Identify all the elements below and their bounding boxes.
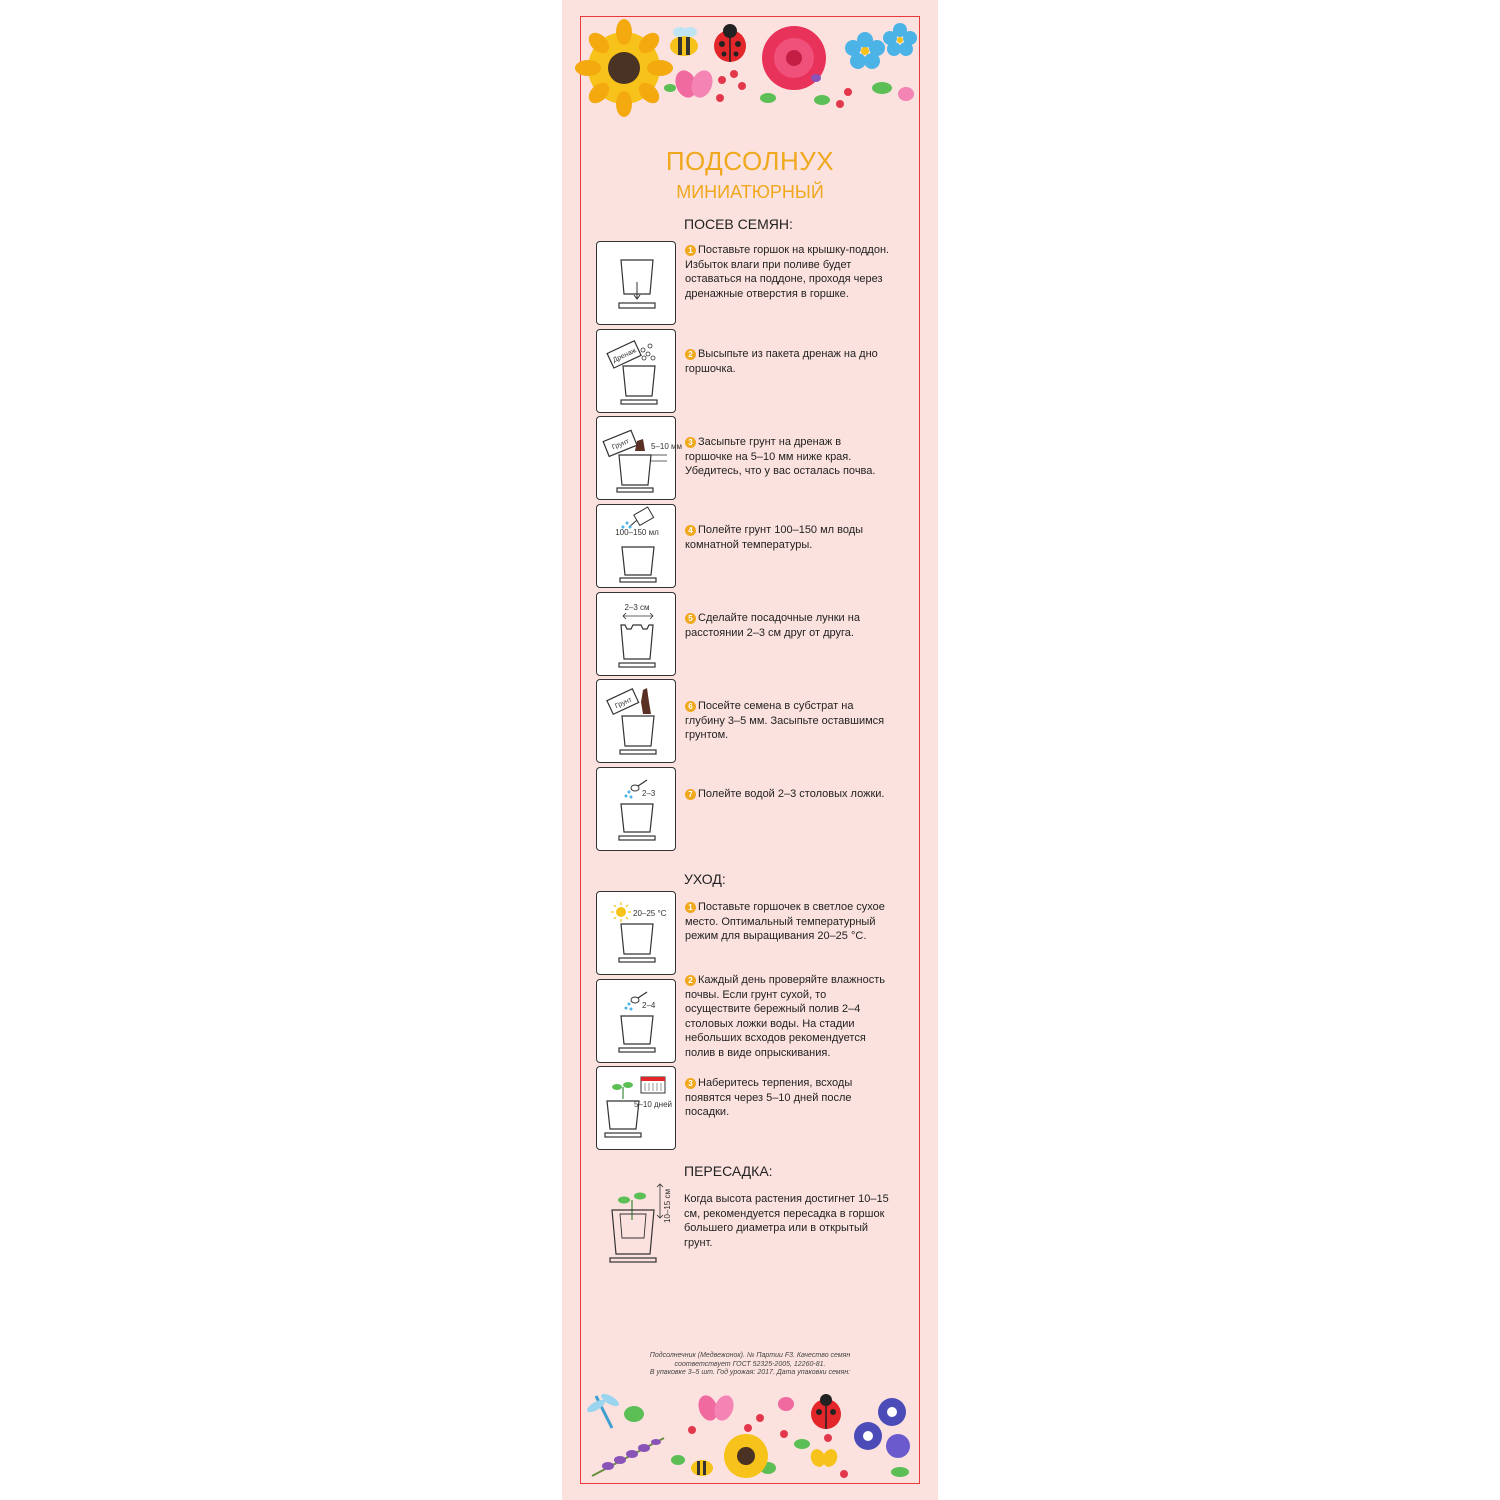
step-number-badge: 3: [685, 1078, 696, 1089]
footer-info: [622, 1352, 878, 1378]
care-step-2-text: [685, 973, 890, 1060]
care-step-1-illustration: [596, 891, 676, 975]
bee-icon: [670, 27, 698, 56]
water-volume-label: 100–150 мл: [615, 528, 659, 537]
floral-decoration-bottom: [582, 1384, 918, 1484]
sowing-step-1-text: [685, 243, 890, 301]
drainage-pack-label: Дренаж: [611, 347, 638, 365]
forget-me-not-icon: [845, 23, 917, 69]
butterfly-icon: [672, 67, 716, 100]
sowing-heading: ПОСЕВ СЕМЯН:: [684, 216, 793, 232]
soil-pour-icon: [597, 417, 683, 501]
step-description: Поставьте горшок на крышку-поддон. Избыток влаги при поливе будет оставаться на поддоне, проходя через дренажные отверстия в горшке.: [685, 244, 890, 300]
step-number-badge: 3: [685, 437, 696, 448]
step-description: Поставьте горшочек в светлое сухое место. Оптимальный температурный режим для выращивания 20–25 °С.: [685, 901, 885, 942]
violet-petal-icon: [811, 74, 821, 82]
transplant-heading: ПЕРЕСАДКА:: [684, 1163, 773, 1179]
pink-flower-icon: [778, 1397, 794, 1411]
soil-depth-label: 5–10 мм: [651, 442, 683, 451]
height-label: 10–15 см: [663, 1189, 672, 1223]
step-number-badge: 2: [685, 975, 696, 986]
morning-glory-icon: [854, 1398, 910, 1458]
days-label: 5–10 дней: [633, 1100, 673, 1109]
care-heading: УХОД:: [684, 871, 726, 887]
step-description: Полейте грунт 100–150 мл воды комнатной температуры.: [685, 524, 864, 551]
sowing-step-3-text: [685, 435, 890, 479]
lavender-icon: [592, 1438, 664, 1476]
ladybug-icon: [811, 1394, 841, 1429]
care-step-3-text: [685, 1076, 890, 1120]
footer-line-1: Подсолнечник (Медвежонок). № Партии F3. Качество семян: [649, 1352, 851, 1359]
drainage-pour-icon: [597, 330, 677, 414]
transplant-text: Когда высота растения достигнет 10–15 см, рекомендуется пересадка в горшок большего диаметра или в открытый грунт.: [684, 1193, 889, 1249]
butterfly-icon: [695, 1393, 737, 1424]
step-description: Засыпьте грунт на дренаж в горшочке на 5–10 мм ниже края. Убедитесь, что у вас осталась почва.: [685, 436, 876, 477]
sowing-step-4-illustration: [596, 504, 676, 588]
spoon-water-icon: [597, 768, 677, 852]
seed-pack-label: Грунт: [614, 696, 634, 711]
sowing-step-2-text: [685, 347, 890, 376]
sowing-step-7-illustration: [596, 767, 676, 851]
temperature-label: 20–25 °С: [633, 909, 667, 918]
step-description: Сделайте посадочные лунки на расстоянии 2–3 см друг от друга.: [685, 612, 860, 639]
sowing-step-6-illustration: [596, 679, 676, 763]
step-description: Каждый день проверяйте влажность почвы. Если грунт сухой, то осуществите бережный полив 2–4 столовых ложки воды. На стадии небольших всходов рекомендуется полив в виде опрыскивания.: [685, 974, 885, 1059]
floral-decoration-top: [582, 18, 918, 118]
dragonfly-icon: [585, 1392, 620, 1428]
footer-line-2: соответствует ГОСТ 52325-2005, 12260-81.: [674, 1360, 826, 1368]
sunflower-icon: [575, 19, 673, 117]
step-number-badge: 5: [685, 613, 696, 624]
bee-icon: [691, 1460, 713, 1476]
step-number-badge: 2: [685, 349, 696, 360]
step-number-badge: 1: [685, 902, 696, 913]
product-subtitle: МИНИАТЮРНЫЙ: [676, 182, 824, 202]
planting-holes-icon: [597, 593, 677, 677]
spoon-count-label: 2–4: [642, 1001, 656, 1010]
pot-on-tray-icon: [597, 242, 677, 326]
seed-sowing-icon: [597, 680, 677, 764]
footer-line-3: В упаковке 3–5 шт. Год урожая: 2017. Дата упаковки семян:: [649, 1369, 851, 1376]
watering-can-icon: [597, 505, 677, 589]
calendar-sprout-icon: [597, 1067, 677, 1151]
sowing-step-5-illustration: [596, 592, 676, 676]
care-step-2-illustration: [596, 979, 676, 1063]
sowing-step-6-text: [685, 699, 890, 743]
step-description: Посейте семена в субстрат на глубину 3–5 мм. Засыпьте оставшимся грунтом.: [685, 700, 885, 741]
product-title: ПОДСОЛНУХ: [665, 146, 835, 176]
sowing-step-2-illustration: [596, 329, 676, 413]
ladybug-icon: [714, 24, 746, 62]
sowing-step-5-text: [685, 611, 890, 640]
sowing-step-1-illustration: [596, 241, 676, 325]
step-number-badge: 4: [685, 525, 696, 536]
step-number-badge: 1: [685, 245, 696, 256]
yellow-butterfly-icon: [808, 1447, 839, 1469]
hole-spacing-label: 2–3 см: [624, 603, 650, 612]
seed-packet-card: [562, 0, 938, 1500]
sowing-step-4-text: [685, 523, 890, 552]
soil-pack-label: Грунт: [611, 438, 631, 452]
care-step-1-text: [685, 900, 890, 944]
step-description: Высыпьте из пакета дренаж на дно горшочка.: [685, 348, 878, 375]
sun-temperature-icon: [597, 892, 677, 976]
pink-petal-icon: [898, 87, 914, 101]
care-step-3-illustration: [596, 1066, 676, 1150]
sowing-step-3-illustration: [596, 416, 683, 500]
sowing-step-7-text: [685, 787, 890, 802]
spoon-water-icon: [597, 980, 677, 1064]
spoon-count-label: 2–3: [642, 789, 656, 798]
sunflower-icon: [724, 1434, 768, 1478]
step-number-badge: 6: [685, 701, 696, 712]
step-description: Полейте водой 2–3 столовых ложки.: [698, 788, 885, 800]
step-number-badge: 7: [685, 789, 696, 800]
transplant-pot-icon: [602, 1176, 682, 1268]
step-description: Наберитесь терпения, всходы появятся через 5–10 дней после посадки.: [685, 1077, 853, 1118]
